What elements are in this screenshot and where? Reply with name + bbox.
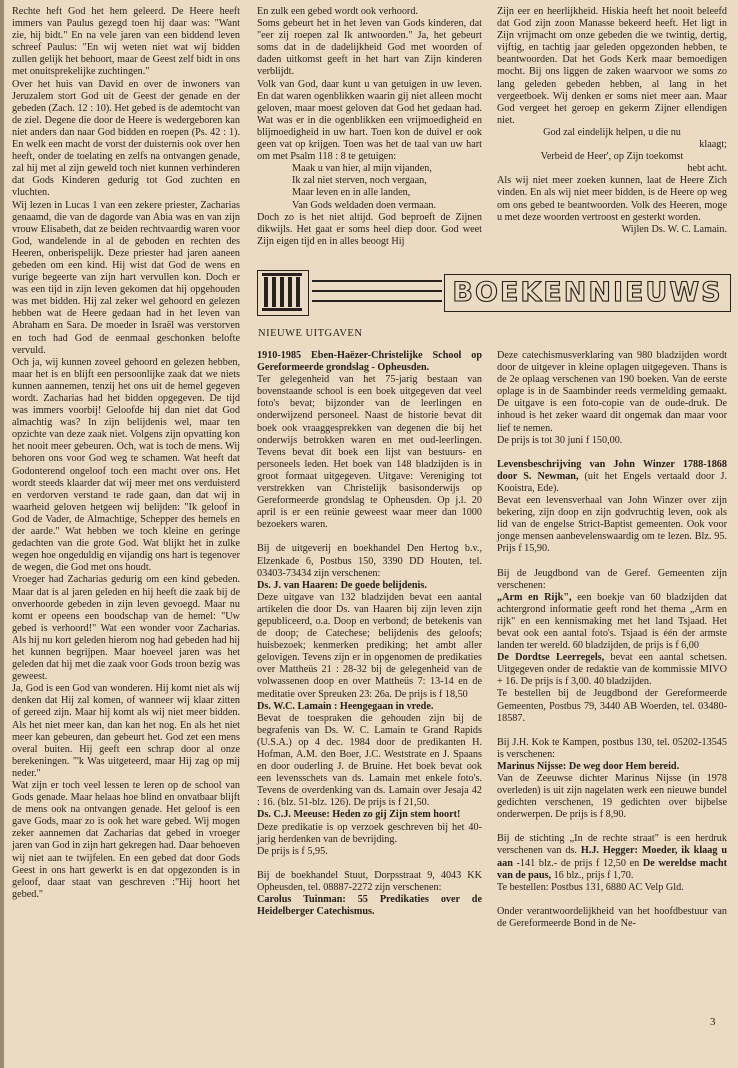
paragraph: Wat zijn er toch veel lessen te leren op de school van Gods genade. Maar helaas hoe blind en onvatbaar blijft de mens ook na ontvangen genade. Het geloof is een gave Gods, maar zo is ook het ware gebed. Wij mogen zeker aannemen dat Zacharias dat gebed in vroeger jaren van God in zijn hart gekregen had. Daar behoeven wij niet aan te twijfelen. En een gebed dat door Gods Geest in ons hart gewerkt is en dat opgezonden is in geloof, daar staat van geschreven :"Hij hoort het gebed." (12, 780, 240, 900)
book-title: „Arm en Rijk", (497, 591, 572, 603)
meditation-column-1 (12, 6, 240, 901)
book-description: een boekje van 60 bladzijden dat achtergrond informatie geeft rond het thema „Arm en rijk" en een kennismaking met het land Tsjaad. Het bevat ook een aantal foto's. Tsjaad is één der armste landen ter wereld. 60 bladzijden, de prijs is f 6,00 (497, 591, 727, 652)
paragraph: Soms gebeurt het in het leven van Gods kinderen, dat "eer zij roepen zal Ik antwoorden." Ja, het gebeurt soms dat in de dadelijkheid God met woorden of daden uitkomst geeft in het hart van Zijn kinderen verblijdt. (257, 18, 482, 78)
poem-line: Ik zal niet sterven, noch vergaan, (292, 175, 427, 187)
book-description: Deze catechismusverklaring van 980 bladzijden wordt door de uitgever in kleine oplagen uitgegeven. Thans is de 2e oplaag verschenen van 190 boeken. Van de eerste oplage is in de Saambinder reeds vermelding gemaakt. De uitgave is een foto-copie van de oude-druk. De inhoud is het zeker waard dit ongemak dan maar voor lief te nemen. (497, 350, 727, 434)
binding-edge (0, 0, 4, 1068)
book-price: De prijs is tot 30 juni f 150,00. (497, 434, 623, 446)
book-title: H.J. Hegger: Moeder, ik klaag u aan (497, 845, 728, 869)
paragraph: Over het huis van David en over de inwoners van Jeruzalem stort God uit de Geest der genade en der gebeden (Zach. 12 : 10). Het gebed is de ademtocht van de ziel. Degene die door de Heere is wedergeboren kan niet anders dan naar God bidden en roepen (Ps. 42 : 1). En welk een macht de vorst der duisternis ook over hen heeft, onder de toelating en zelfs na ontvangen genade, zal hij met al zijn geweld toch niet kunnen verhinderen dat Gods Kinderen gedurig tot God zuchten en vluchten. (12, 78, 240, 199)
bookshelf-icon (257, 270, 309, 316)
book-description: Ter gelegenheid van het 75-jarig bestaan van bovenstaande school is een boek uitgegeven dat veel foto's bevat; bijzonder van de leerlingen en onderwijzend personeel. Naast de historie bevat dit boek ook vraaggesprekken van degenen die bij het onderwijs betrokken waren en met oud-leerlingen. Tevens bevat dit boek een lijst van bestuurs- en personeels leden. Het boek van 148 bladzijden is in groot formaat uitgegeven. Uitgave: Vereniging tot verstrekken van Christelijk basisonderwijs op Gereformeerde grondslag te Opheusden. Op j.l. 20 april is er een reünie geweest waar meer dan 1000 bezoekers waren. (257, 374, 482, 531)
book-description: -141 blz.- de prijs f 12,50 en (512, 857, 643, 869)
book-title: De Dordtse Leerregels, (497, 652, 605, 664)
book-title: Carolus Tuinman: 55 Predikaties over de Heidelberger Catechismus. (257, 894, 482, 918)
meditation-column-2 (257, 6, 482, 248)
page-number: 3 (710, 1016, 716, 1028)
book-news-column-right (497, 350, 727, 930)
book-description: Van de Zeeuwse dichter Marinus Nijsse (in 1978 overleden) is uit zijn nagelaten werk een nieuwe bundel gedichten verschenen, 19 gedichten over bijbelse onderwerpen. De prijs is f 8,90. (497, 773, 727, 821)
publisher-info: Bij de uitgeverij en boekhandel Den Hertog b.v., Elzenkade 6, Postbus 150, 3390 DD Houten, tel. 03403-73434 zijn verschenen: (257, 543, 482, 579)
paragraph: Wij lezen in Lucas 1 van een zekere priester, Zacharias genaamd, die van de dagorde van Abia was en van zijn vrouw Elisabeth, dat ze beiden rechtvaardig waren voor God, wandelende in al de geboden en rechten des Heeren, onberispelijk. Deze priester had jaren aaneen gebeden om een kind. Hij wist dat God de wens en vurige begeerte van zijn hart vervullen kon. Doch er was een tijd in zijn leven gekomen dat hij opgehouden was met bidden. Hij zal zeker wel gehoord en gelezen hebben wat de Heere gedaan had in het leven van Abraham en Sara. De moeder in Israël was verstorven en toch had God de eenmaal geschonken belofte vervuld. (12, 199, 240, 356)
verse-line: klaagt; (699, 139, 727, 151)
book-title: Ds. W.C. Lamain : Heengegaan in vrede. (257, 700, 434, 712)
book-subtitle: (uit het Engels vertaald door J. Kooistra, Ede). (497, 470, 727, 494)
banner-title: BOEKENNIEUWS (452, 277, 723, 308)
verse-line: God zal eindelijk helpen, u die nu (543, 126, 681, 138)
verse-line: Verbeid de Heer', op Zijn toekomst (540, 151, 684, 163)
paragraph: Och ja, wij kunnen zoveel gehoord en gelezen hebben, maar het is en blijft een persoonlijke zaak dat we niets kunnen aannemen, tenzij het ons uit de hemel gegeven wordt. Zacharias had het bidden opgegeven. De tijd was immers voorbij! Geloofde hij dan niet dat God almachtig was? In zijn belijdenis wel, maar ten opzichte van deze zaak niet. Volgens zijn opvatting kon het nooit meer gebeuren. Och, wat is toch de mens. Wij behoren ons voor God weg te schamen. Wat heeft dat Godonterend ongeloof toch een macht over ons. Het wordt steeds klaarder dat wij meer met ons verduisterd en verdorven verstand te rade gaan, dan dat wij in waarheid geloven hetgeen wij belijden: "Ik geloof in God de Vader, de Almachtige, Schepper des hemels en der aarde." Wat hebben we toch kleine en geringe gedachten van die grote God. Wat blijkt het in zulke wegen hoe ongeduldig en vijandig ons hart is tegenover de wegen, die God met ons houdt. (12, 356, 240, 574)
banner-rule (312, 300, 442, 302)
paragraph: Vroeger had Zacharias gedurig om een kind gebeden. Maar dat is al jaren geleden en hij heeft die zaak bij de onverhoorde gebeden in zijn leven gevoegd. Maar nu komt er opeens een boodschap van de hemel: "Uw gebed is verhoord!" Wat een wonder voor Zacharias. Als hij nu kort geleden hierom nog had gebeden had hij het kunnen begrijpen. Maar hoeveel jaren was het geleden dat hij met die zaak voor Gods troon bezig was geweest. (12, 574, 240, 683)
banner-rule (312, 280, 442, 282)
paragraph: Als wij niet meer zoeken kunnen, laat de Heere Zich vinden. En als wij niet meer bidden, is de Heere op weg om ons gebed te beantwoorden. Volk des Heeren, moge u met deze woorden vertroost en gesterkt worden. (497, 175, 727, 223)
paragraph: En zulk een gebed wordt ook verhoord. (257, 6, 418, 17)
paragraph: Rechte heft God het hem geleerd. De Heere heeft immers van Paulus gezegd toen hij daar was: "Want zie, hij bidt." En na vele jaren van een biddend leven schreef Paulus: "En wij weten niet wat wij bidden zullen gelijk het behoort, maar de Geest zelf bidt in ons met onuitsprekelijke zuchtingen." (12, 6, 240, 78)
banner-rule (312, 290, 442, 292)
book-description: Bij de stichting „In de rechte straat" is een herdruk verschenen van ds. (497, 833, 727, 857)
order-info: Te bestellen bij de Jeugdbond der Gereformeerde Gemeenten, Postbus 79, 3440 AB Woerden, tel. 03480-18587. (497, 688, 727, 724)
book-title: 1910-1985 Eben-Haëzer-Christelijke School op Gereformeerde grondslag - Opheusden. (257, 350, 482, 374)
order-info: Te bestellen: Postbus 131, 6880 AC Velp Gld. (497, 881, 684, 893)
book-description: Deze uitgave van 132 bladzijden bevat een aantal artikelen die door Ds. van Haaren bij zijn leven zijn gepubliceerd, o.a. Doop en verbond; de betekenis van de doop; de Catechese; belijdenis des geloofs; huisbezoek; kenmerken prediking; het ambt aller gelovigen. Tevens zijn er in opgenomen de predikaties over Mattheüs 21 : 28-32 bij de gelegenheid van de volwassenen doop en over Mattheüs 7: 13-14 en de meditatie over Spreuken 23: 26a. De prijs is f 18,50 (257, 591, 482, 700)
book-description: 16 blz., prijs f 1,70. (551, 869, 634, 881)
book-title: Ds. C.J. Meeuse: Heden zo gij Zijn stem hoort! (257, 809, 461, 821)
poem-line: Van Gods weldaden doen vermaan. (292, 199, 436, 211)
book-description: Bevat de toespraken die gehouden zijn bij de begrafenis van Ds. W. C. Lamain te Grand Rapids (U.S.A.) op 4 dec. 1984 door de predikanten H. Hofman, A.M. den Boer, J.C. Weststrate en J. Spaans en door ouderling J. de Bruine. Het boek bevat ook een levensschets van ds. Lamain met enkele foto's. Tevens de overdenking van ds. Lamain over Jesaja 42 : 16. (blz. 51-blz. 126). De prijs is f 21,50. (257, 712, 482, 809)
book-title: Levensbeschrijving van John Winzer 1788-1868 door S. Newman, (497, 458, 727, 482)
author-signature: Wijlen Ds. W. C. Lamain. (621, 223, 727, 235)
section-heading: NIEUWE UITGAVEN (258, 328, 363, 339)
book-title: De wereldse macht van de paus, (497, 857, 727, 881)
paragraph: Ja, God is een God van wonderen. Hij komt niet als wij denken dat Hij zal komen, of wanneer wij klaar zitten of gereed zijn. Maar hij komt als wij niet meer bidden. Als het niet meer kan, dan kan het nog. En als het niet meer kan gebeuren, dan gebeurt het. God zet een mens overal buiten. Hij geeft een schrap door al onze berekeningen. "'k Was uitgeteerd, maar Hij zag op mij neder." (12, 683, 240, 779)
paragraph: Zijn eer en heerlijkheid. Hiskia heeft het nooit beleefd dat God zijn zoon Manasse bekeerd heeft. Het ligt in Zijn vrijmacht om onze gebeden die we twintig, dertig, vijftig, en tachtig jaar geleden opgezonden hebben, te beantwoorden. Dat het Gods Kerk maar bemoedigen mocht. Bij ons liggen de zaken waarvoor we soms zo lang geleden gebeden hebben, al lang in het vergeetboek. Wij denken er soms niet meer aan. Maar God vergeet het geroep en gekerm Zijner ellendigen niet. (497, 6, 727, 126)
poem-line: Maak u van hier, al mijn vijanden, (292, 163, 432, 175)
paragraph: Doch zo is het niet altijd. God beproeft de Zijnen dikwijls. Het gaat er soms heel diep door. God weet Zijn eigen tijd en in alles beoogt Hij (257, 211, 482, 247)
book-news-column-left (257, 350, 482, 918)
psalm-quote (257, 163, 482, 211)
poem-line: Maar leven en in alle landen, (292, 187, 411, 199)
paragraph: Volk van God, daar kunt u van getuigen in uw leven. En dat waren ogenblikken waarin gij niet alleen mocht geloven, maar moest geloven dat God het gedaan had. Wat was er in die ogenblikken een vrijmoedigheid en blijmoedigheid in uw hart. Toen kon de duivel er ook geen vat op krijgen. Toen was het de taal van uw hart om met Psalm 118 : 8 te getuigen: (257, 78, 482, 163)
banner-title-box (444, 274, 731, 312)
publisher-info: Bij J.H. Kok te Kampen, postbus 130, tel. 05202-13545 is verschenen: (497, 736, 727, 760)
verse-line: hebt acht. (687, 163, 727, 175)
publisher-info: Bij de Jeugdbond van de Geref. Gemeenten zijn verschenen: (497, 567, 727, 591)
book-title: Ds. J. van Haaren: De goede belijdenis. (257, 579, 427, 591)
book-description: Deze predikatie is op verzoek geschreven bij het 40-jarig herdenken van de bevrijding. (257, 821, 482, 845)
paragraph: Onder verantwoordelijkheid van het hoofdbestuur van de Gereformeerde Bond in de Ne- (497, 905, 727, 929)
publisher-info: Bij de boekhandel Stuut, Dorpsstraat 9, 4043 KK Opheusden, tel. 08887-2272 zijn verschenen: (257, 869, 482, 893)
boekennieuws-banner (254, 266, 732, 320)
book-description: bevat een aantal schetsen. Uitgegeven onder de redaktie van de kommissie MIVO + 16. De prijs is f 3,00. 40 bladzijden. (497, 652, 727, 688)
book-description: Bevat een levensverhaal van John Winzer over zijn bekering, zijn doop en zijn godvruchtig leven, ook als lid van de engelse Strict-Baptist gemeenten. Ook voor jonge mensen aanbevelenswaardig om te lezen. Blz. 95. Prijs f 15,90. (497, 495, 727, 555)
book-price: De prijs is f 5,95. (257, 845, 328, 857)
book-title: Marinus Nijsse: De weg door Hem bereid. (497, 760, 680, 772)
meditation-column-3 (497, 6, 727, 236)
